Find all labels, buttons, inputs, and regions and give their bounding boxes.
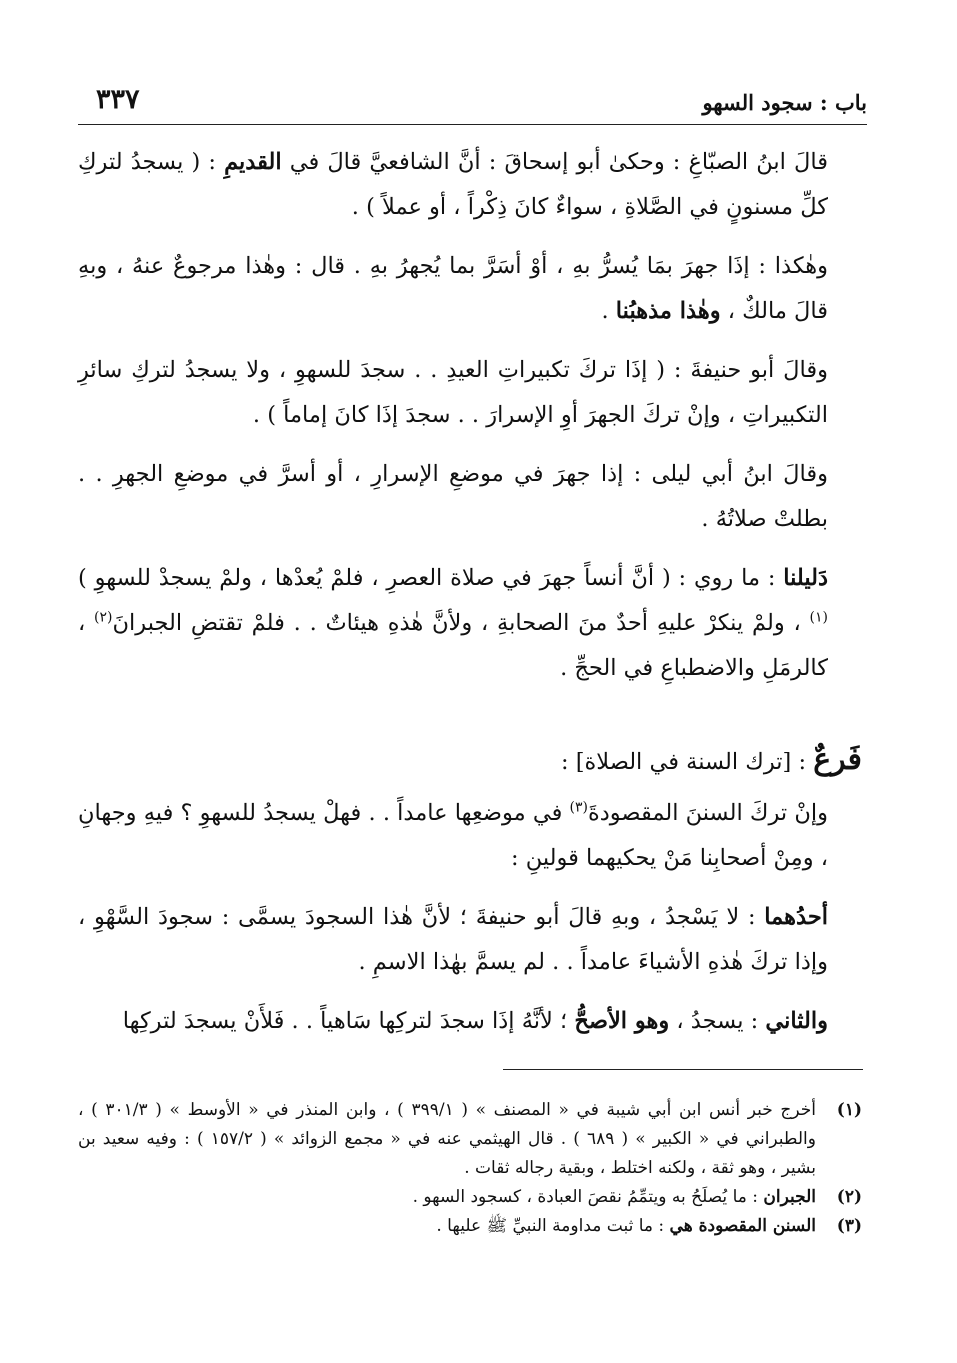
paragraph-4: وقالَ ابنُ أبي ليلى : إذا جهرَ في موضعِ الإسرارِ ، أو أسرَّ في موضعِ الجهرِ . . بطلتْ صلاتُهُ . — [78, 461, 828, 532]
footnote-number: (١) — [836, 1100, 862, 1120]
bold-term: دَليلنا — [783, 565, 828, 591]
footnote-body — [78, 1212, 816, 1241]
bold-term: القديمِ — [224, 149, 282, 175]
branch-title: : [ترك السنة في الصلاة] : — [560, 749, 814, 775]
bold-term: وهٰذا مذهبُنا — [615, 298, 721, 324]
paragraph-1 — [78, 140, 862, 230]
footnote-ref-3[interactable]: (٣) — [569, 799, 588, 816]
footnote-divider — [503, 1069, 863, 1070]
footnote-text: : ما ثبت مداومة النبيِّ ﷺ عليها . — [436, 1216, 670, 1236]
footnote-body — [78, 1183, 816, 1212]
bold-term: أحدُهما — [764, 904, 828, 930]
paragraph-text: ؛ لأنَّهُ إذَا سجدَ لتركِها سَاهياً . . فَلأَنْ يسجدَ لتركِها — [122, 1008, 575, 1034]
paragraph-8 — [78, 999, 862, 1044]
footnote-ref-2[interactable]: (٢) — [94, 609, 113, 626]
paragraph-text: : يسجدُ ، — [669, 1008, 766, 1034]
page-header — [78, 84, 867, 125]
footnote-term: السنن المقصودة هي — [669, 1216, 816, 1236]
paragraph-2 — [78, 244, 862, 334]
running-title: باب : سجود السهو — [702, 90, 867, 115]
paragraph-text: في موضعِها عامداً . . فهلْ يسجدُ للسهوِ ؟ فيهِ وجهانِ ، ومِنْ أصحابِنا مَنْ يحكيهما قولينِ : — [78, 800, 828, 871]
footnote-3 — [78, 1212, 862, 1241]
paragraph-text: وإنْ تركَ السننَ المقصودةَ — [588, 800, 828, 826]
footnotes — [78, 1096, 862, 1241]
footnote-text: : ما يُصلَحُ به ويتمِّمُ نقصَ العبادة ، كسجود السهو . — [412, 1187, 764, 1207]
footnote-1 — [78, 1096, 862, 1183]
footnote-text: أخرج خبر أنس ابن أبي شيبة في « المصنف » ( ٣٩٩/١ ) ، وابن المنذر في « الأوسط » ( ٣٠١/٣ ) ، والطبراني في « الكبير » ( ٦٨٩ ) . قال الهيثمي عنه في « مجمع الزوائد » ( ١٥٧/٢ ) : وفيه سعيد بن بشير ، وهو ثقة ، ولكنه اختلط ، وبقية رجاله ثقات . — [78, 1100, 816, 1178]
branch-word: فَرعٌ — [813, 742, 862, 777]
branch-heading — [78, 737, 862, 785]
page-number: ٣٣٧ — [96, 84, 140, 115]
paragraph-6 — [78, 791, 862, 881]
footnote-body — [78, 1096, 816, 1183]
paragraph-text: ، ولمْ ينكرْ عليهِ أحدٌ منَ الصحابةِ ، ولأنَّ هٰذهِ هيئاتٌ . . فلمْ تقتضِ الجبرانَ — [112, 610, 810, 636]
paragraph-text: وهٰكذا : إذَا جهرَ بمَا يُسرُّ بهِ ، أوْ أسَرَّ بما يُجهرُ بهِ . قال : وهٰذا مرجوعٌ عنهُ ، وبهِ قالَ مالكٌ ، — [78, 253, 828, 324]
paragraph-text: : ما روي : ( أنَّ أنساً جهرَ في صلاة العصرِ ، فلمْ يُعدْها ، ولمْ يسجدْ للسهوِ ) — [78, 565, 784, 591]
footnote-number: (٣) — [836, 1216, 862, 1236]
footnote-2 — [78, 1183, 862, 1212]
paragraph-text: : ( يسجدُ لتركِ كلِّ مسنونٍ في الصَّلاةِ ، سواءٌ كانَ ذِكْراً ، أو عملاً ) . — [78, 149, 828, 220]
paragraph-text: . — [601, 298, 616, 324]
bold-term: وهو الأصحُّ — [574, 1008, 670, 1034]
bold-term: والثاني — [765, 1008, 828, 1034]
paragraph-3: وقالَ أبو حنيفةَ : ( إذَا تركَ تكبيراتِ العيدِ . . سجدَ للسهوِ ، ولا يسجدُ لتركِ سائرِ التكبيراتِ ، وإنْ تركَ الجهرَ أوِ الإسرارَ . . سجدَ إذَا كانَ إماماً ) . — [78, 357, 828, 428]
paragraph-5 — [78, 556, 862, 691]
paragraph-text: : لا يَسْجدُ ، وبهِ قالَ أبو حنيفةَ ؛ لأنَّ هٰذا السجودَ يسمَّى : سجودَ السَّهْوِ ، وإذا تركَ هٰذهِ الأشياءَ عامداً . . لم يسمَّ بهٰذا الاسمِ . — [78, 904, 828, 975]
paragraph-text: ، كالرمَلِ والاضطباعِ في الحجِّ . — [78, 610, 828, 681]
footnote-number: (٢) — [836, 1187, 862, 1207]
main-text — [78, 140, 862, 1058]
paragraph-text: قالَ ابنُ الصبّاغِ : وحكىٰ أبو إسحاقَ : أنَّ الشافعيَّ قالَ في — [281, 149, 828, 175]
footnote-ref-1[interactable]: (١) — [809, 609, 828, 626]
footnote-term: الجبران — [763, 1187, 816, 1207]
paragraph-7 — [78, 895, 862, 985]
